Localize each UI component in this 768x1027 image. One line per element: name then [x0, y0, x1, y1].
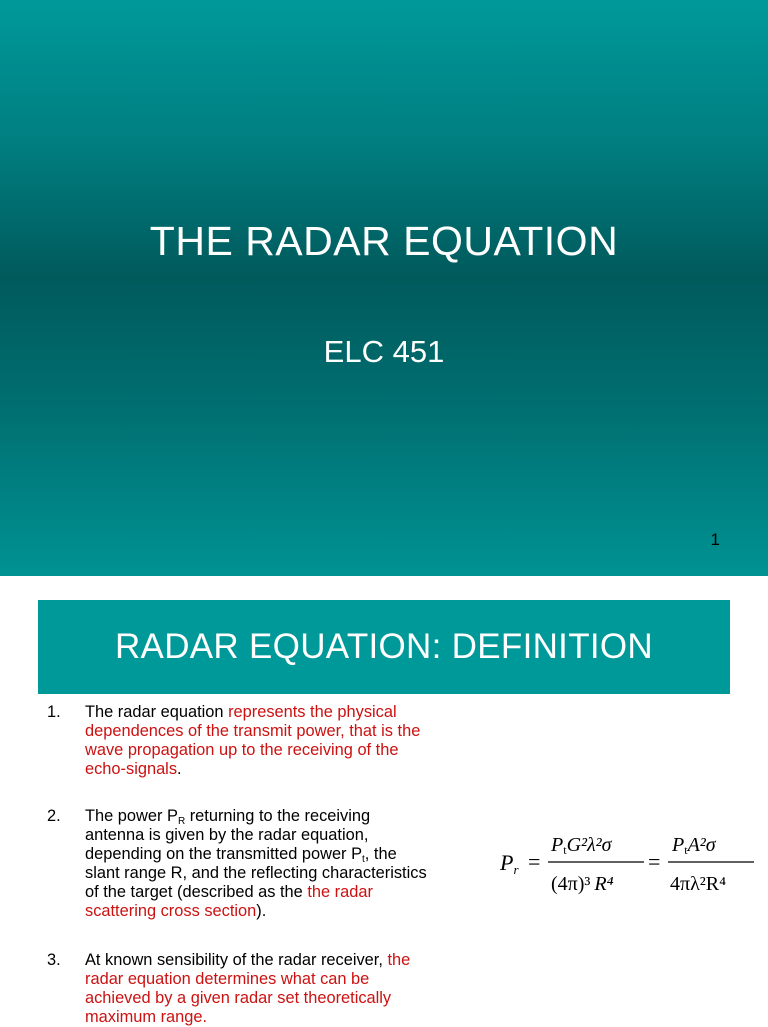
slide-title: THE RADAR EQUATION: [149, 218, 619, 264]
highlight-span: scattering cross section: [85, 902, 257, 920]
text-span: depending on the transmitted power P: [85, 845, 363, 863]
formula-equals-2: =: [648, 849, 661, 874]
formula-numerator-1: PtG²λ²σ: [551, 834, 612, 857]
highlight-line: dependences of the transmit power, that is the: [85, 722, 421, 740]
formula-numerator-2: PtA²σ: [672, 834, 716, 857]
subscript: R: [177, 816, 186, 827]
highlight-span: represents the physical: [228, 703, 397, 721]
text-span: returning to the receiving: [185, 807, 371, 825]
formula-denominator-2: 4πλ²R⁴: [670, 873, 727, 895]
highlight-line: radar equation determines what can be: [85, 970, 370, 988]
section-title: RADAR EQUATION: DEFINITION: [114, 627, 653, 666]
course-code: ELC 451: [323, 334, 445, 369]
formula-equals: =: [528, 849, 541, 874]
list-number: 2.: [47, 807, 61, 825]
list-text: [85, 807, 535, 921]
list-text: [85, 703, 535, 779]
highlight-line: wave propagation up to the receiving of the: [85, 741, 399, 759]
subscript: t: [362, 854, 365, 865]
highlight-span: the: [387, 951, 411, 969]
formula-denominator-1: (4π)³ R⁴: [551, 873, 614, 895]
highlight-line: achieved by a given radar set theoretically: [85, 989, 392, 1007]
list-text: [85, 951, 535, 1027]
list-number: 3.: [47, 951, 61, 969]
text-span: of the target (described as the: [85, 883, 308, 901]
text-span: , the: [364, 845, 397, 863]
highlight-span: the radar: [307, 883, 373, 901]
page-number: 1: [710, 530, 720, 549]
text-span: ).: [256, 902, 267, 920]
highlight-line: maximum range.: [85, 1008, 208, 1026]
list-number: 1.: [47, 703, 61, 721]
text-line: slant range R, and the reflecting characteristics: [85, 864, 427, 882]
text-span: The power P: [85, 807, 178, 825]
formula-lhs: Pr: [500, 850, 519, 877]
text-span: The radar equation: [85, 703, 229, 721]
highlight-span: echo-signals: [85, 760, 178, 778]
radar-equation-formula: [496, 826, 758, 902]
text-span: At known sensibility of the radar receiver,: [85, 951, 388, 969]
text-span: .: [177, 760, 182, 778]
text-line: antenna is given by the radar equation,: [85, 826, 369, 844]
